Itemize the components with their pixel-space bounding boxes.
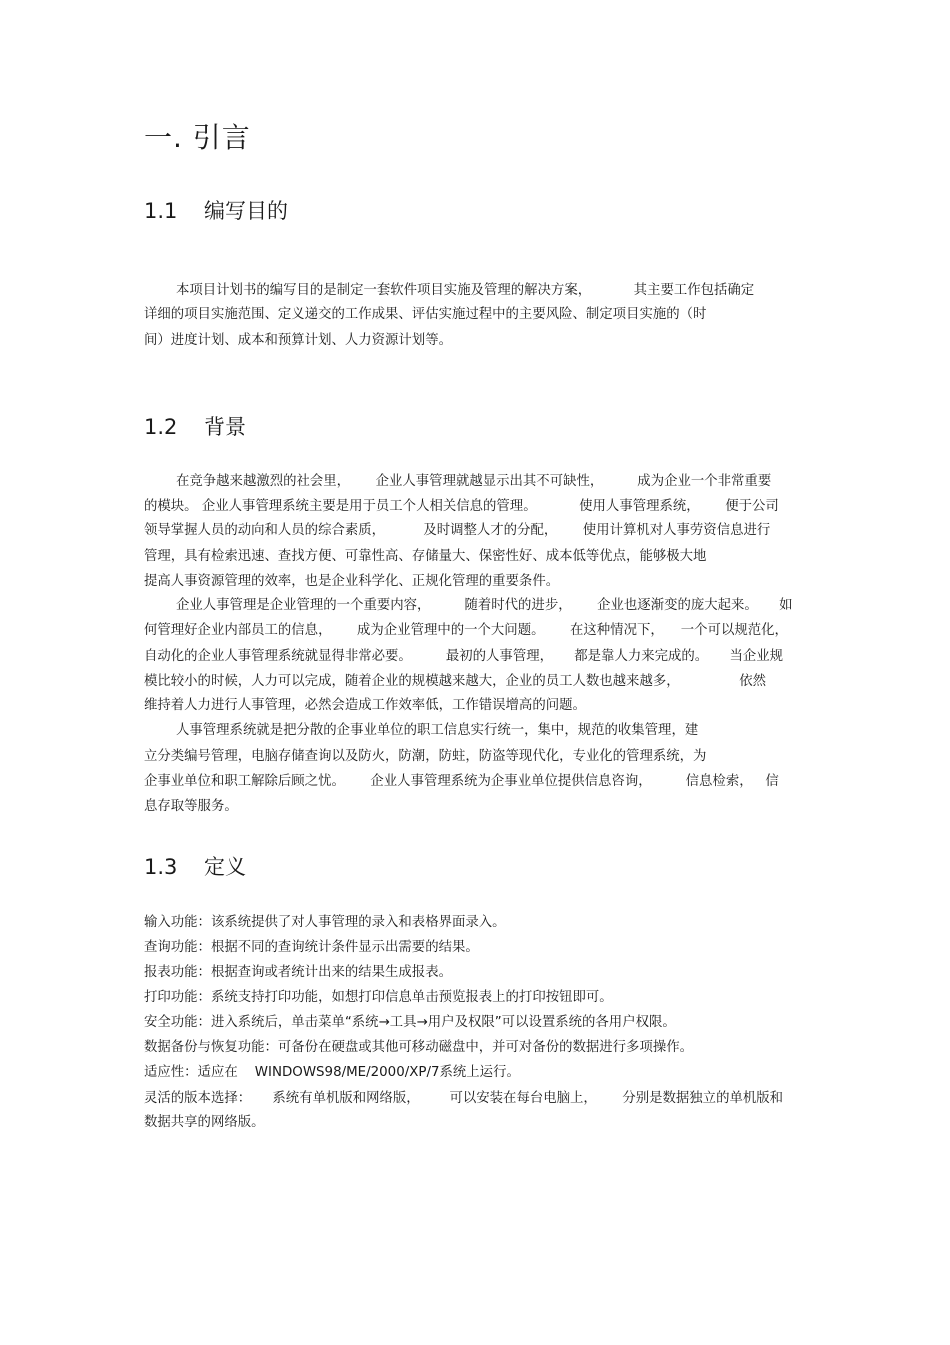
paragraph-line: 自动化的企业人事管理系统就显得非常必要。 最初的人事管理， 都是靠人力来完成的。 当企业规 bbox=[144, 649, 784, 664]
definition-line: 输入功能：该系统提供了对人事管理的录入和表格界面录入。 bbox=[144, 915, 506, 930]
paragraph-line: 维持着人力进行人事管理，必然会造成工作效率低，工作错误增高的问题。 bbox=[144, 698, 586, 713]
section-title: 定义 bbox=[204, 855, 246, 879]
paragraph-line: 详细的项目实施范围、定义递交的工作成果、评估实施过程中的主要风险、制定项目实施的（时 bbox=[144, 307, 707, 322]
paragraph-line: 企业人事管理是企业管理的一个重要内容， 随着时代的进步， 企业也逐渐变的庞大起来。 如 bbox=[176, 598, 793, 613]
paragraph-line: 本项目计划书的编写目的是制定一套软件项目实施及管理的解决方案， 其主要工作包括确定 bbox=[176, 283, 755, 298]
section-title: 背景 bbox=[204, 415, 246, 439]
definition-line: 报表功能：根据查询或者统计出来的结果生成报表。 bbox=[144, 965, 452, 980]
paragraph-line: 间）进度计划、成本和预算计划、人力资源计划等。 bbox=[144, 333, 452, 348]
paragraph-line: 息存取等服务。 bbox=[144, 799, 238, 814]
section-heading-1-1 bbox=[144, 196, 288, 226]
section-number: 1.1 bbox=[144, 199, 178, 223]
section-heading-1-3 bbox=[144, 852, 246, 882]
definition-line: 数据备份与恢复功能：可备份在硬盘或其他可移动磁盘中，并可对备份的数据进行多项操作。 bbox=[144, 1040, 694, 1055]
definition-line: 数据共享的网络版。 bbox=[144, 1115, 265, 1130]
paragraph-line: 领导掌握人员的动向和人员的综合素质， 及时调整人才的分配， 使用计算机对人事劳资信息进行 bbox=[144, 523, 771, 538]
paragraph-line: 提高人事资源管理的效率，也是企业科学化、正规化管理的重要条件。 bbox=[144, 574, 560, 589]
page-title: 一. 引言 bbox=[144, 121, 251, 154]
paragraph-line: 管理，具有检索迅速、查找方便、可靠性高、存储量大、保密性好、成本低等优点，能够极大地 bbox=[144, 549, 707, 564]
section-heading-1-2 bbox=[144, 412, 246, 442]
paragraph-line: 的模块。 企业人事管理系统主要是用于员工个人相关信息的管理。 使用人事管理系统， 便于公司 bbox=[144, 499, 779, 514]
definition-line: 灵活的版本选择： 系统有单机版和网络版， 可以安装在每台电脑上， 分别是数据独立的单机版和 bbox=[144, 1091, 784, 1106]
section-number: 1.3 bbox=[144, 855, 178, 879]
paragraph-line: 何管理好企业内部员工的信息， 成为企业管理中的一个大问题。 在这种情况下， 一个可以规范化， bbox=[144, 623, 788, 638]
definition-line: 适应性：适应在 WINDOWS98/ME/2000/XP/7系统上运行。 bbox=[144, 1065, 520, 1080]
definition-line: 查询功能：根据不同的查询统计条件显示出需要的结果。 bbox=[144, 940, 479, 955]
paragraph-line: 模比较小的时候，人力可以完成，随着企业的规模越来越大，企业的员工人数也越来越多， 依然 bbox=[144, 674, 766, 689]
definition-line: 打印功能：系统支持打印功能，如想打印信息单击预览报表上的打印按钮即可。 bbox=[144, 990, 613, 1005]
section-title: 编写目的 bbox=[204, 199, 288, 223]
paragraph-line: 立分类编号管理，电脑存储查询以及防火，防潮，防蛀，防盗等现代化，专业化的管理系统，为 bbox=[144, 749, 707, 764]
paragraph-line: 企事业单位和职工解除后顾之忧。 企业人事管理系统为企事业单位提供信息咨询， 信息检索， 信 bbox=[144, 774, 779, 789]
paragraph-line: 人事管理系统就是把分散的企事业单位的职工信息实行统一，集中，规范的收集管理，建 bbox=[176, 723, 699, 738]
paragraph-line: 在竞争越来越激烈的社会里， 企业人事管理就越显示出其不可缺性， 成为企业一个非常重要 bbox=[176, 474, 772, 489]
definition-line: 安全功能：进入系统后，单击菜单“系统→工具→用户及权限”可以设置系统的各用户权限。 bbox=[144, 1015, 676, 1030]
section-number: 1.2 bbox=[144, 415, 178, 439]
